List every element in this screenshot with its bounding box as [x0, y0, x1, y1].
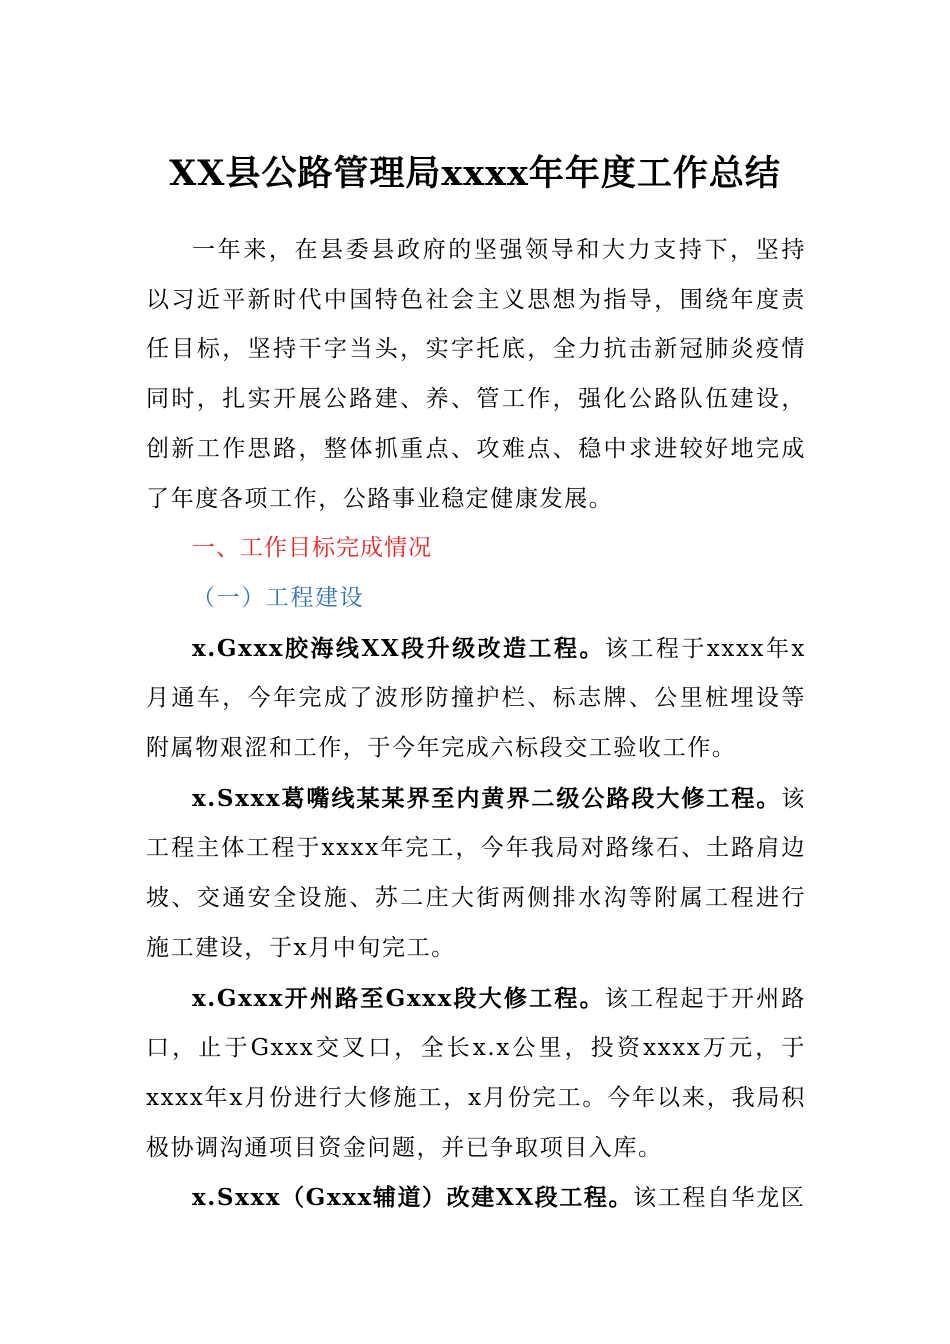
list-item: [146, 624, 806, 774]
document-body: [146, 226, 806, 1224]
subsection-heading: （一）工程建设: [192, 584, 365, 611]
list-item: [146, 974, 806, 1174]
list-item: [146, 774, 806, 974]
item-text: 该工程于xxxx年x月通车，今年完成了波形防撞护栏、标志牌、公里桩埋设等附属物艰涩和工作，于今年完成六标段交工验收工作。: [146, 635, 807, 762]
item-lead: x.Gxxx胶海线XX段升级改造工程。: [192, 634, 605, 662]
list-item: [146, 1173, 806, 1224]
item-lead: x.Sxxx（Gxxx辅道）改建XX段工程。: [192, 1184, 634, 1212]
item-lead: x.Sxxx葛嘴线某某界至内黄界二级公路段大修工程。: [192, 784, 782, 812]
intro-paragraph: 一年来，在县委县政府的坚强领导和大力支持下，坚持以习近平新时代中国特色社会主义思想为指导，围绕年度责任目标，坚持干字当头，实字托底，全力抗击新冠肺炎疫情同时，扎实开展公路建、养、管工作，强化公路队伍建设，创新工作思路，整体抓重点、攻难点、稳中求进较好地完成了年度各项工作，公路事业稳定健康发展。: [146, 237, 806, 512]
item-text: 该工程起于开州路口，止于Gxxx交叉口，全长x.x公里，投资xxxx万元，于xxxx年x月份进行大修施工，x月份完工。今年以来，我局积极协调沟通项目资金问题，并已争取项目入库。: [146, 985, 806, 1161]
section-heading: 一、工作目标完成情况: [192, 535, 432, 562]
item-lead: x.Gxxx开州路至Gxxx段大修工程。: [192, 984, 605, 1012]
item-text: 该工程自华龙区: [633, 1185, 806, 1212]
document-title: XX县公路管理局xxxx年年度工作总结: [169, 153, 781, 194]
item-text: 该工程主体工程于xxxx年完工，今年我局对路缘石、土路肩边坡、交通安全设施、苏二庄大街两侧排水沟等附属工程进行施工建设，于x月中旬完工。: [146, 785, 806, 961]
